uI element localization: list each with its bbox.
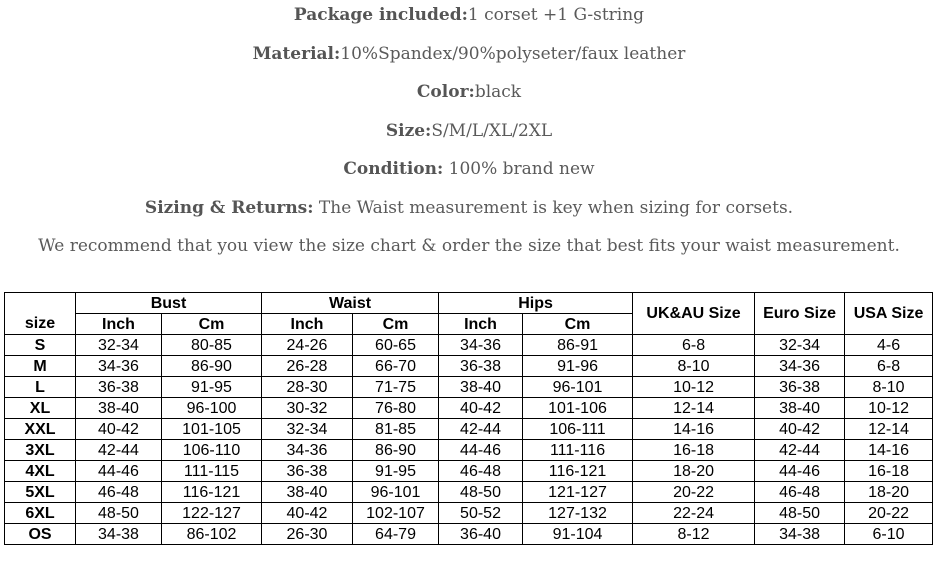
bust-inch-header: Inch bbox=[76, 314, 162, 335]
usa-size-cell: 20-22 bbox=[845, 503, 933, 524]
euro-size-cell: 32-34 bbox=[755, 335, 845, 356]
bust-cm-cell: 86-90 bbox=[162, 356, 262, 377]
euro-size-cell: 38-40 bbox=[755, 398, 845, 419]
euro-size-cell: 34-38 bbox=[755, 524, 845, 545]
uk-au-size-cell: 20-22 bbox=[633, 482, 755, 503]
waist-inch-cell: 40-42 bbox=[262, 503, 353, 524]
waist-header: Waist bbox=[262, 293, 439, 314]
bust-cm-header: Cm bbox=[162, 314, 262, 335]
waist-cm-cell: 66-70 bbox=[353, 356, 439, 377]
size-header: size bbox=[5, 293, 76, 335]
waist-cm-cell: 71-75 bbox=[353, 377, 439, 398]
waist-inch-cell: 38-40 bbox=[262, 482, 353, 503]
waist-cm-cell: 86-90 bbox=[353, 440, 439, 461]
material-label: Material: bbox=[252, 44, 341, 64]
material-line bbox=[0, 43, 938, 65]
hips-cm-cell: 121-127 bbox=[523, 482, 633, 503]
size-cell: 6XL bbox=[5, 503, 76, 524]
bust-cm-cell: 106-110 bbox=[162, 440, 262, 461]
hips-cm-cell: 106-111 bbox=[523, 419, 633, 440]
waist-inch-header: Inch bbox=[262, 314, 353, 335]
euro-size-cell: 34-36 bbox=[755, 356, 845, 377]
usa-size-cell: 12-14 bbox=[845, 419, 933, 440]
usa-size-cell: 14-16 bbox=[845, 440, 933, 461]
hips-inch-header: Inch bbox=[439, 314, 523, 335]
bust-cm-cell: 111-115 bbox=[162, 461, 262, 482]
waist-inch-cell: 28-30 bbox=[262, 377, 353, 398]
size-value: S/M/L/XL/2XL bbox=[431, 121, 553, 141]
table-row bbox=[5, 482, 933, 503]
sizing-returns-line bbox=[0, 197, 938, 219]
usa-header: USA Size bbox=[845, 293, 933, 335]
hips-inch-cell: 44-46 bbox=[439, 440, 523, 461]
table-row bbox=[5, 419, 933, 440]
usa-size-cell: 10-12 bbox=[845, 398, 933, 419]
uk-au-size-cell: 22-24 bbox=[633, 503, 755, 524]
recommend-line: We recommend that you view the size chart & order the size that best fits your waist measurement. bbox=[38, 236, 900, 256]
hips-inch-cell: 38-40 bbox=[439, 377, 523, 398]
hips-inch-cell: 36-40 bbox=[439, 524, 523, 545]
uk-au-size-cell: 14-16 bbox=[633, 419, 755, 440]
bust-inch-cell: 32-34 bbox=[76, 335, 162, 356]
package-value: 1 corset +1 G-string bbox=[467, 5, 645, 25]
size-cell: L bbox=[5, 377, 76, 398]
size-cell: 4XL bbox=[5, 461, 76, 482]
hips-cm-cell: 116-121 bbox=[523, 461, 633, 482]
condition-label: Condition: bbox=[343, 159, 444, 179]
color-label: Color: bbox=[416, 82, 475, 102]
bust-cm-cell: 80-85 bbox=[162, 335, 262, 356]
waist-inch-cell: 30-32 bbox=[262, 398, 353, 419]
condition-value: 100% brand new bbox=[443, 159, 595, 179]
waist-inch-cell: 34-36 bbox=[262, 440, 353, 461]
uk-au-size-cell: 6-8 bbox=[633, 335, 755, 356]
bust-inch-cell: 38-40 bbox=[76, 398, 162, 419]
waist-cm-cell: 64-79 bbox=[353, 524, 439, 545]
color-value: black bbox=[474, 82, 522, 102]
waist-inch-cell: 36-38 bbox=[262, 461, 353, 482]
waist-cm-cell: 96-101 bbox=[353, 482, 439, 503]
waist-cm-cell: 76-80 bbox=[353, 398, 439, 419]
hips-cm-cell: 96-101 bbox=[523, 377, 633, 398]
bust-cm-cell: 86-102 bbox=[162, 524, 262, 545]
size-rows bbox=[5, 335, 933, 545]
euro-size-cell: 48-50 bbox=[755, 503, 845, 524]
bust-inch-cell: 44-46 bbox=[76, 461, 162, 482]
size-label: Size: bbox=[385, 121, 432, 141]
euro-size-cell: 46-48 bbox=[755, 482, 845, 503]
size-cell: S bbox=[5, 335, 76, 356]
hips-header: Hips bbox=[439, 293, 633, 314]
hips-inch-cell: 50-52 bbox=[439, 503, 523, 524]
package-label: Package included: bbox=[293, 5, 468, 25]
usa-size-cell: 6-8 bbox=[845, 356, 933, 377]
euro-size-cell: 40-42 bbox=[755, 419, 845, 440]
bust-inch-cell: 42-44 bbox=[76, 440, 162, 461]
uk-au-header: UK&AU Size bbox=[633, 293, 755, 335]
hips-inch-cell: 46-48 bbox=[439, 461, 523, 482]
bust-cm-cell: 122-127 bbox=[162, 503, 262, 524]
waist-cm-header: Cm bbox=[353, 314, 439, 335]
size-cell: XXL bbox=[5, 419, 76, 440]
hips-inch-cell: 42-44 bbox=[439, 419, 523, 440]
waist-cm-cell: 60-65 bbox=[353, 335, 439, 356]
euro-header: Euro Size bbox=[755, 293, 845, 335]
hips-inch-cell: 34-36 bbox=[439, 335, 523, 356]
bust-cm-cell: 96-100 bbox=[162, 398, 262, 419]
euro-size-cell: 44-46 bbox=[755, 461, 845, 482]
table-row bbox=[5, 398, 933, 419]
size-line bbox=[0, 120, 938, 142]
waist-cm-cell: 102-107 bbox=[353, 503, 439, 524]
waist-inch-cell: 26-30 bbox=[262, 524, 353, 545]
hips-inch-cell: 48-50 bbox=[439, 482, 523, 503]
header-row-groups bbox=[5, 293, 933, 314]
usa-size-cell: 16-18 bbox=[845, 461, 933, 482]
bust-inch-cell: 36-38 bbox=[76, 377, 162, 398]
waist-inch-cell: 26-28 bbox=[262, 356, 353, 377]
uk-au-size-cell: 12-14 bbox=[633, 398, 755, 419]
hips-inch-cell: 36-38 bbox=[439, 356, 523, 377]
sizing-label: Sizing & Returns: bbox=[144, 198, 314, 218]
table-row bbox=[5, 377, 933, 398]
uk-au-size-cell: 16-18 bbox=[633, 440, 755, 461]
uk-au-size-cell: 8-10 bbox=[633, 356, 755, 377]
bust-header: Bust bbox=[76, 293, 262, 314]
hips-cm-cell: 91-96 bbox=[523, 356, 633, 377]
hips-cm-header: Cm bbox=[523, 314, 633, 335]
size-cell: 5XL bbox=[5, 482, 76, 503]
waist-cm-cell: 81-85 bbox=[353, 419, 439, 440]
usa-size-cell: 8-10 bbox=[845, 377, 933, 398]
size-cell: 3XL bbox=[5, 440, 76, 461]
usa-size-cell: 4-6 bbox=[845, 335, 933, 356]
euro-size-cell: 42-44 bbox=[755, 440, 845, 461]
waist-inch-cell: 32-34 bbox=[262, 419, 353, 440]
bust-inch-cell: 48-50 bbox=[76, 503, 162, 524]
color-line bbox=[0, 81, 938, 103]
sizing-value: The Waist measurement is key when sizing for corsets. bbox=[313, 198, 794, 218]
hips-cm-cell: 127-132 bbox=[523, 503, 633, 524]
hips-cm-cell: 86-91 bbox=[523, 335, 633, 356]
bust-cm-cell: 91-95 bbox=[162, 377, 262, 398]
hips-cm-cell: 101-106 bbox=[523, 398, 633, 419]
bust-cm-cell: 116-121 bbox=[162, 482, 262, 503]
bust-inch-cell: 34-36 bbox=[76, 356, 162, 377]
bust-inch-cell: 46-48 bbox=[76, 482, 162, 503]
table-row bbox=[5, 524, 933, 545]
size-cell: OS bbox=[5, 524, 76, 545]
uk-au-size-cell: 8-12 bbox=[633, 524, 755, 545]
condition-line bbox=[0, 158, 938, 180]
hips-inch-cell: 40-42 bbox=[439, 398, 523, 419]
waist-inch-cell: 24-26 bbox=[262, 335, 353, 356]
table-row bbox=[5, 440, 933, 461]
usa-size-cell: 18-20 bbox=[845, 482, 933, 503]
table-row bbox=[5, 356, 933, 377]
usa-size-cell: 6-10 bbox=[845, 524, 933, 545]
size-cell: XL bbox=[5, 398, 76, 419]
table-row bbox=[5, 503, 933, 524]
material-value: 10%Spandex/90%polyseter/faux leather bbox=[340, 44, 686, 64]
uk-au-size-cell: 18-20 bbox=[633, 461, 755, 482]
bust-inch-cell: 34-38 bbox=[76, 524, 162, 545]
bust-inch-cell: 40-42 bbox=[76, 419, 162, 440]
size-chart-table bbox=[4, 292, 933, 545]
hips-cm-cell: 111-116 bbox=[523, 440, 633, 461]
table-row bbox=[5, 335, 933, 356]
waist-cm-cell: 91-95 bbox=[353, 461, 439, 482]
size-cell: M bbox=[5, 356, 76, 377]
table-row bbox=[5, 461, 933, 482]
package-line bbox=[0, 4, 938, 26]
hips-cm-cell: 91-104 bbox=[523, 524, 633, 545]
uk-au-size-cell: 10-12 bbox=[633, 377, 755, 398]
bust-cm-cell: 101-105 bbox=[162, 419, 262, 440]
euro-size-cell: 36-38 bbox=[755, 377, 845, 398]
